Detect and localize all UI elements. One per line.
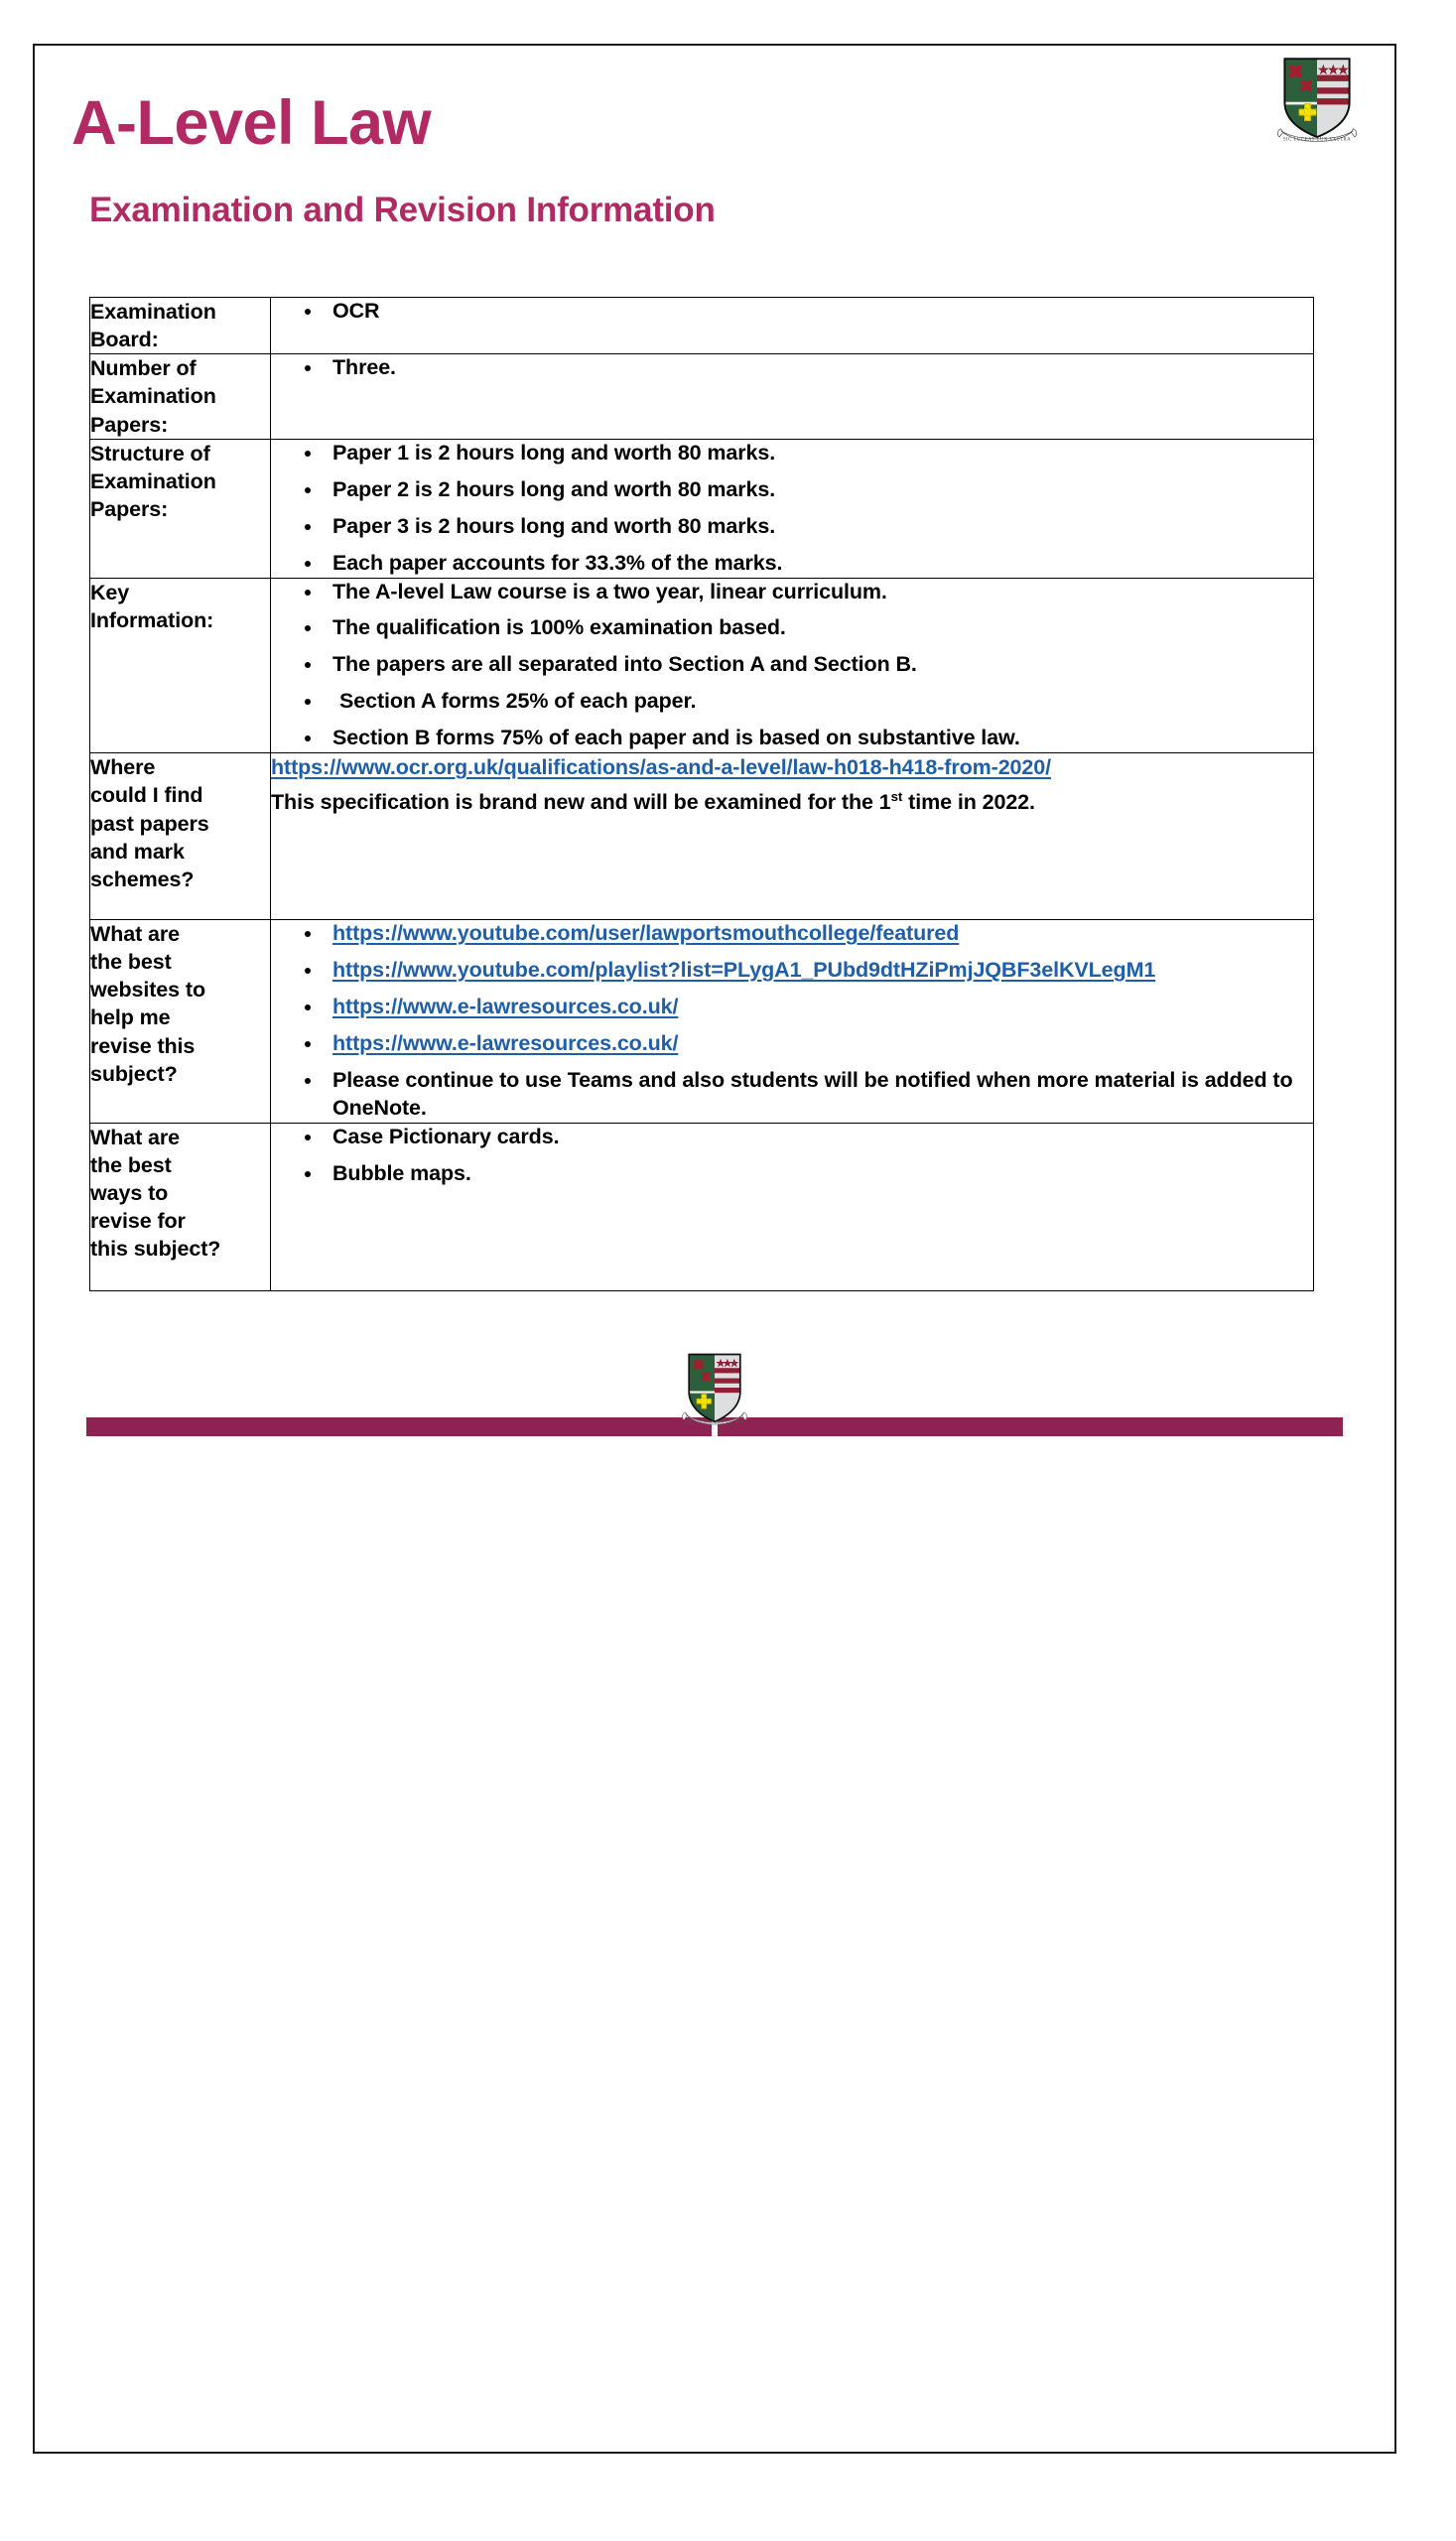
bullet-list [271, 440, 1313, 578]
row-label-structure-of-papers [90, 439, 271, 578]
list-item: Three. [332, 354, 1313, 382]
label-line: Key [90, 580, 130, 604]
youtube-channel-link[interactable]: https://www.youtube.com/user/lawportsmouthcollege/featured [332, 920, 960, 945]
bullet-list [271, 1124, 1313, 1188]
specification-note-part-2: time in 2022. [902, 789, 1035, 814]
label-line: What are [90, 921, 180, 946]
list-item: Paper 1 is 2 hours long and worth 80 marks. [332, 440, 1313, 468]
elawresources-link-1[interactable]: https://www.e-lawresources.co.uk/ [332, 994, 679, 1018]
list-item: The qualification is 100% examination based. [332, 614, 1313, 642]
row-content-best-websites [271, 919, 1314, 1123]
list-item [332, 920, 1313, 948]
label-line: Structure of [90, 441, 210, 466]
label-line: websites to [90, 978, 205, 1003]
list-item: Each paper accounts for 33.3% of the marks. [332, 550, 1313, 578]
list-item [332, 1030, 1313, 1058]
label-line: revise for [90, 1209, 186, 1234]
table-row [90, 298, 1314, 354]
label-line: past papers [90, 811, 209, 836]
list-item: Bubble maps. [332, 1160, 1313, 1188]
table-row [90, 919, 1314, 1123]
label-line: the best [90, 1152, 172, 1177]
youtube-playlist-link[interactable]: https://www.youtube.com/playlist?list=PLygA1_PUbd9dtHZiPmjJQBF3elKVLegM1 [332, 957, 1156, 982]
document-page [33, 44, 1396, 2454]
list-item: Section A forms 25% of each paper. [332, 688, 1313, 716]
label-line: help me [90, 1005, 171, 1030]
ordinal-suffix: st [890, 788, 903, 804]
list-item: Paper 2 is 2 hours long and worth 80 marks. [332, 476, 1313, 504]
row-content-key-information [271, 578, 1314, 753]
footer-bar-right [718, 1417, 1343, 1436]
label-line: Information: [90, 607, 214, 632]
row-content-revision-methods [271, 1123, 1314, 1291]
school-crest-icon [1271, 52, 1363, 147]
ocr-specification-link[interactable]: https://www.ocr.org.uk/qualifications/as-and-a-level/law-h018-h418-from-2020/ [271, 755, 1052, 780]
table-row [90, 354, 1314, 439]
label-line: the best [90, 950, 172, 975]
row-content-examination-board [271, 298, 1314, 354]
row-label-revision-methods [90, 1123, 271, 1291]
label-line: Papers: [90, 412, 169, 437]
page-title: A-Level Law [71, 88, 432, 158]
list-item: Please continue to use Teams and also students will be notified when more material is added to OneNote. [332, 1067, 1313, 1123]
bullet-list [271, 920, 1313, 1123]
elawresources-link-2[interactable]: https://www.e-lawresources.co.uk/ [332, 1030, 679, 1055]
specification-note [271, 788, 1313, 816]
list-item: The A-level Law course is a two year, linear curriculum. [332, 579, 1313, 606]
specification-note-part-1: This specification is brand new and will be examined for the 1 [271, 789, 891, 814]
page-subtitle: Examination and Revision Information [89, 191, 716, 229]
label-line: could I find [90, 783, 203, 808]
label-line: this subject? [90, 1237, 221, 1262]
label-line: What are [90, 1125, 180, 1149]
list-item: The papers are all separated into Section A and Section B. [332, 651, 1313, 679]
crest-motto-text: SIC LUCEAT LUX VESTRA [1282, 137, 1352, 143]
list-item: OCR [332, 298, 1313, 326]
label-line: ways to [90, 1180, 169, 1205]
label-line: Board: [90, 328, 159, 352]
list-item: Case Pictionary cards. [332, 1124, 1313, 1151]
label-line: Where [90, 755, 156, 780]
label-line: schemes? [90, 867, 195, 891]
row-label-number-of-papers [90, 354, 271, 439]
label-line: revise this [90, 1033, 196, 1058]
label-line: Examination [90, 300, 216, 324]
label-line: Papers: [90, 497, 169, 522]
table-row [90, 578, 1314, 753]
label-line: and mark [90, 839, 185, 864]
table-row [90, 1123, 1314, 1291]
row-label-key-information [90, 578, 271, 753]
table-row [90, 753, 1314, 920]
crest-motto-text-footer: SIC LUCEAT LUX VESTRA [685, 1419, 744, 1425]
exam-information-table [89, 297, 1314, 1291]
label-line: Examination [90, 468, 216, 493]
row-label-past-papers [90, 753, 271, 920]
bullet-list [271, 579, 1313, 753]
footer-bar-left [86, 1417, 712, 1436]
list-item: Section B forms 75% of each paper and is based on substantive law. [332, 725, 1313, 752]
label-line: Number of [90, 356, 197, 381]
row-content-past-papers [271, 753, 1314, 920]
list-item [332, 994, 1313, 1021]
list-item [332, 957, 1313, 985]
school-crest-footer-icon [672, 1342, 757, 1433]
bullet-list [271, 354, 1313, 382]
label-line: subject? [90, 1061, 178, 1086]
row-label-examination-board [90, 298, 271, 354]
table-row [90, 439, 1314, 578]
row-label-best-websites [90, 919, 271, 1123]
label-line: Examination [90, 384, 216, 409]
row-content-number-of-papers [271, 354, 1314, 439]
bullet-list [271, 298, 1313, 326]
list-item: Paper 3 is 2 hours long and worth 80 marks. [332, 513, 1313, 541]
row-content-structure-of-papers [271, 439, 1314, 578]
